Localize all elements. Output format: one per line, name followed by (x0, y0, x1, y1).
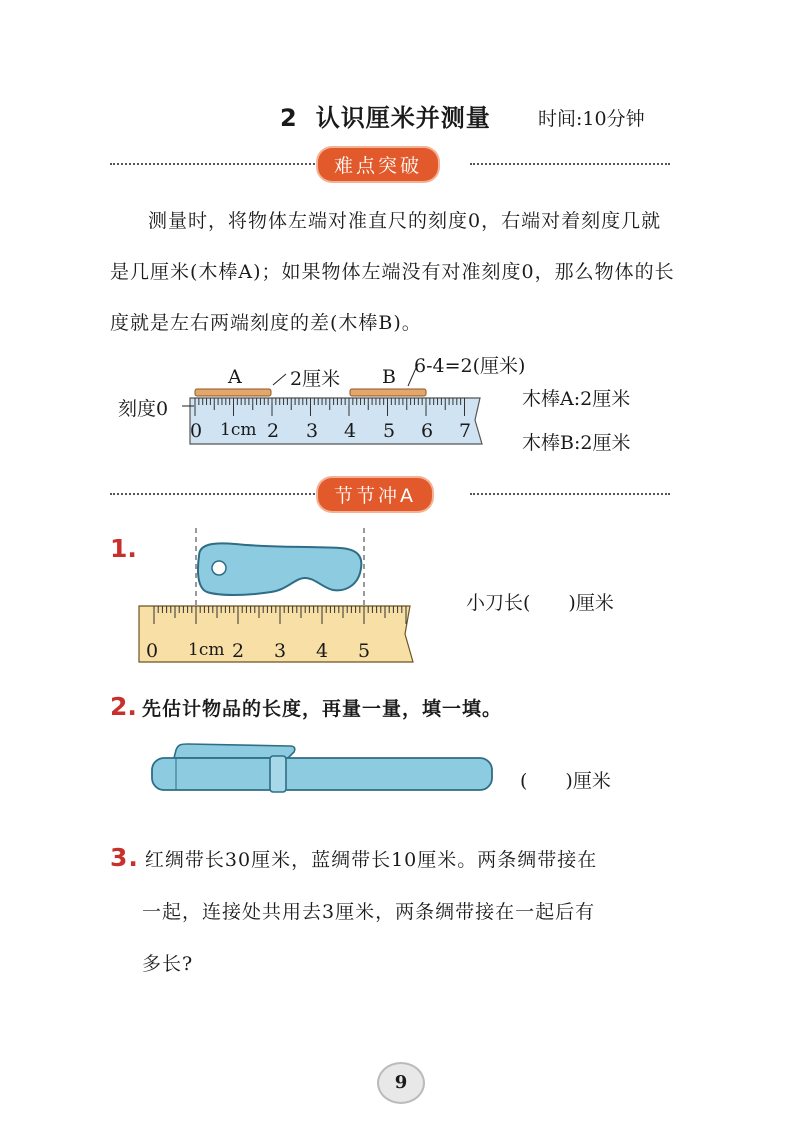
q3-line3: 多长? (142, 953, 194, 975)
q3-number: 3. (110, 843, 139, 872)
q1-number: 1. (110, 534, 137, 563)
q2-answer-label: ( )厘米 (520, 770, 611, 792)
divider-right (470, 163, 670, 165)
ruler1-label-7: 7 (459, 420, 472, 442)
pen-cap-ring (270, 756, 286, 792)
lesson-title: 认识厘米并测量 (315, 104, 491, 132)
zero-label: 刻度0 (118, 398, 169, 420)
label-a-length: 2厘米 (290, 368, 341, 390)
ruler2-label-4: 4 (316, 640, 329, 662)
divider2-right (470, 493, 670, 495)
ruler1-label-6: 6 (421, 420, 434, 442)
q2-line (110, 692, 502, 721)
explanation-paragraph: 测量时，将物体左端对准直尺的刻度0，右端对着刻度几就是几厘米(木棒A)；如果物体左端没有对准刻度0，那么物体的长度就是左右两端刻度的差(木棒B)。 (110, 210, 675, 334)
q3-line1: 红绸带长30厘米，蓝绸带长10厘米。两条绸带接在 (144, 849, 598, 871)
time-limit: 时间:10分钟 (538, 108, 645, 130)
q3-line2: 一起，连接处共用去3厘米，两条绸带接在一起后有 (142, 901, 596, 923)
ruler2-label-1cm: 1cm (188, 640, 225, 660)
stick-a (195, 389, 271, 396)
result-a: 木棒A:2厘米 (522, 388, 631, 410)
ruler1-label-3: 3 (306, 420, 319, 442)
page-title (280, 98, 491, 133)
label-b: B (382, 366, 396, 388)
ruler2-label-2: 2 (232, 640, 245, 662)
section-badge-difficulty: 难点突破 (318, 148, 438, 181)
stick-b (350, 389, 426, 396)
section-badge-practice: 节节冲A (318, 478, 432, 511)
ruler1-label-0: 0 (190, 420, 203, 442)
divider2-left (110, 493, 315, 495)
label-a: A (228, 366, 242, 388)
pen-body (152, 758, 492, 790)
ruler1-label-2: 2 (267, 420, 280, 442)
ruler1-label-1cm: 1cm (220, 420, 257, 440)
ruler2-label-5: 5 (358, 640, 371, 662)
ruler1-label-5: 5 (383, 420, 396, 442)
q2-text: 先估计物品的长度，再量一量，填一填。 (142, 698, 503, 720)
label-b-calc: 6-4=2(厘米) (414, 355, 526, 377)
q3-block (110, 832, 680, 990)
page-number-badge (377, 1062, 425, 1104)
q1-answer-label: 小刀长( )厘米 (466, 592, 614, 614)
knife-hole (212, 561, 226, 575)
result-b: 木棒B:2厘米 (522, 432, 631, 454)
ruler1-label-4: 4 (344, 420, 357, 442)
divider-left (110, 163, 315, 165)
q2-number: 2. (110, 692, 137, 721)
lesson-number: 2 (280, 104, 298, 132)
page-number: 9 (394, 1072, 408, 1093)
ruler2-label-3: 3 (274, 640, 287, 662)
ruler2-label-0: 0 (146, 640, 159, 662)
pen-figure (148, 738, 498, 800)
